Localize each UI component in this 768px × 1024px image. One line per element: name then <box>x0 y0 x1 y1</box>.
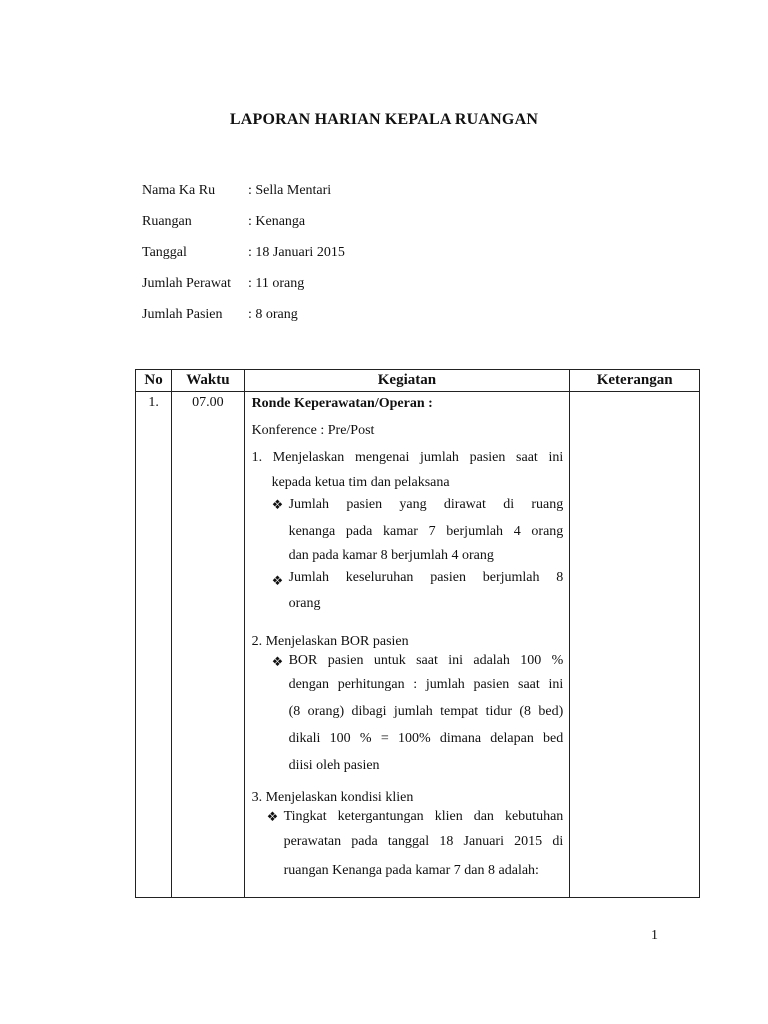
row-activity <box>244 392 570 898</box>
activity-table <box>135 369 700 898</box>
diamond-bullet-icon: ❖ <box>266 809 279 824</box>
item-1-continuation: kepada ketua tim dan pelaksana <box>271 475 450 490</box>
item-2-bullet-a <box>252 651 564 779</box>
document-title: LAPORAN HARIAN KEPALA RUANGAN <box>229 111 539 128</box>
bullet-text: BOR pasien untuk saat ini adalah 100 % <box>288 653 564 668</box>
bullet-text: kenanga pada kamar 7 berjumlah 4 orang <box>288 524 564 539</box>
item-1-line: 1. Menjelaskan mengenai jumlah pasien saat ini <box>251 450 564 465</box>
info-row-date <box>142 245 345 276</box>
header-time: Waktu <box>172 370 244 392</box>
info-label: Nama Ka Ru <box>142 183 216 198</box>
bullet-text: diisi oleh pasien <box>288 758 380 773</box>
item-2-line: 2. Menjelaskan BOR pasien <box>251 634 409 649</box>
bullet-text: perawatan pada tanggal 18 Januari 2015 di <box>283 834 564 849</box>
row-number: 1. <box>136 392 172 898</box>
conference-line: Konference : Pre/Post <box>251 423 375 438</box>
table-header-row <box>136 370 700 392</box>
item-3-bullet-a <box>252 807 564 885</box>
info-value: : 11 orang <box>248 276 305 291</box>
info-value: : Kenanga <box>248 214 306 229</box>
header-activity: Kegiatan <box>244 370 570 392</box>
report-info <box>142 183 345 338</box>
info-label: Tanggal <box>142 245 187 260</box>
header-no: No <box>136 370 172 392</box>
info-value: : 8 orang <box>248 307 298 322</box>
info-row-head-nurse <box>142 183 345 214</box>
bullet-text: (8 orang) dibagi jumlah tempat tidur (8 bed) <box>288 704 564 719</box>
item-3-line: 3. Menjelaskan kondisi klien <box>251 790 414 805</box>
bullet-text: dan pada kamar 8 berjumlah 4 orang <box>288 548 494 563</box>
bullet-text: orang <box>288 596 321 611</box>
item-1-bullet-b <box>252 567 564 619</box>
header-note: Keterangan <box>570 370 700 392</box>
activity-heading: Ronde Keperawatan/Operan : <box>251 396 433 411</box>
info-label: Jumlah Pasien <box>142 307 223 322</box>
diamond-bullet-icon: ❖ <box>271 654 284 669</box>
diamond-bullet-icon: ❖ <box>271 573 284 588</box>
info-label: Ruangan <box>142 214 192 229</box>
table-row <box>136 392 700 898</box>
bullet-text: Jumlah keseluruhan pasien berjumlah 8 <box>288 570 564 585</box>
bullet-text: dengan perhitungan : jumlah pasien saat ini <box>288 677 564 692</box>
row-note <box>570 392 700 898</box>
diamond-bullet-icon: ❖ <box>271 497 284 512</box>
info-label: Jumlah Perawat <box>142 276 232 291</box>
bullet-text: dikali 100 % = 100% dimana delapan bed <box>288 731 564 746</box>
info-value: : 18 Januari 2015 <box>248 245 345 260</box>
item-1-bullet-a <box>252 491 564 567</box>
bullet-text: ruangan Kenanga pada kamar 7 dan 8 adalah: <box>283 863 539 878</box>
info-value: : Sella Mentari <box>248 183 332 198</box>
bullet-text: Tingkat ketergantungan klien dan kebutuhan <box>283 809 564 824</box>
info-row-patients <box>142 307 345 338</box>
page-number: 1 <box>651 928 658 943</box>
info-row-nurses <box>142 276 345 307</box>
row-time: 07.00 <box>172 392 244 898</box>
info-row-room <box>142 214 345 245</box>
bullet-text: Jumlah pasien yang dirawat di ruang <box>288 497 564 512</box>
